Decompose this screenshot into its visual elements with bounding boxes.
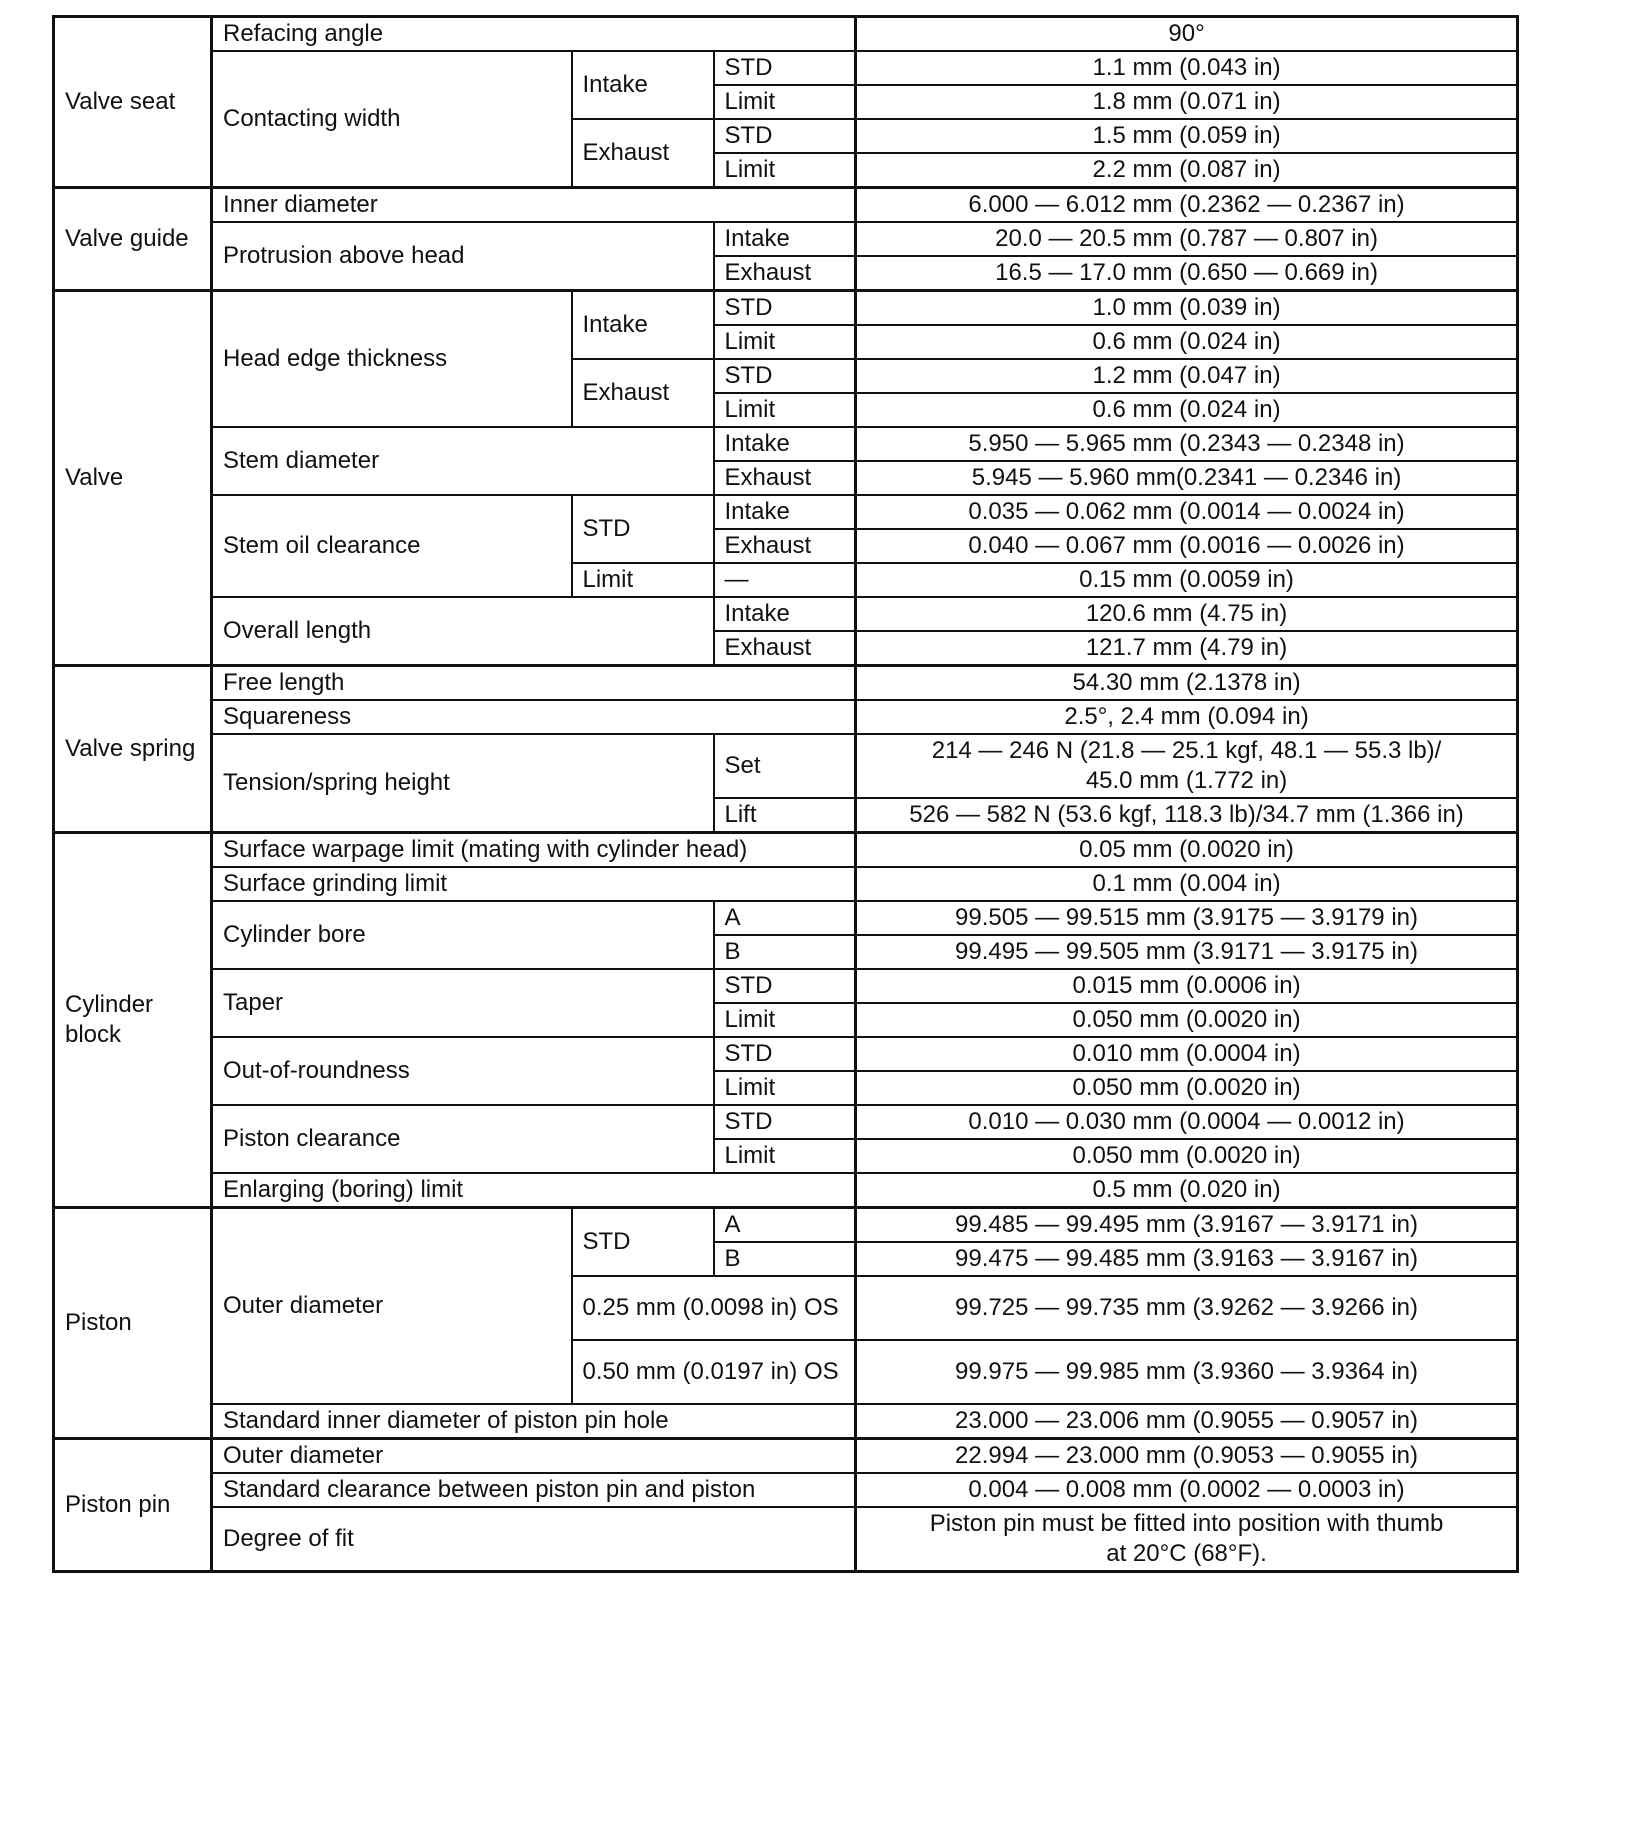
value-cell: 0.010 — 0.030 mm (0.0004 — 0.0012 in) xyxy=(856,1105,1518,1139)
value-cell: 0.6 mm (0.024 in) xyxy=(856,325,1518,359)
sub-item-cell: Exhaust xyxy=(572,359,714,427)
value-cell: 2.2 mm (0.087 in) xyxy=(856,153,1518,188)
item-cell: Head edge thickness xyxy=(212,291,572,428)
item-cell: Surface warpage limit (mating with cylinder head) xyxy=(212,833,856,868)
condition-cell: Limit xyxy=(714,393,856,427)
value-cell: 22.994 — 23.000 mm (0.9053 — 0.9055 in) xyxy=(856,1439,1518,1474)
table-row xyxy=(54,51,1518,85)
category-cell: Valve seat xyxy=(54,17,212,188)
item-cell: Standard inner diameter of piston pin hole xyxy=(212,1404,856,1439)
table-row xyxy=(54,1173,1518,1208)
condition-cell: Limit xyxy=(714,153,856,188)
item-cell: Standard clearance between piston pin and piston xyxy=(212,1473,856,1507)
condition-cell: Limit xyxy=(714,1003,856,1037)
table-row xyxy=(54,734,1518,798)
value-cell: 99.725 — 99.735 mm (3.9262 — 3.9266 in) xyxy=(856,1276,1518,1340)
condition-cell: STD xyxy=(714,1105,856,1139)
condition-cell: Limit xyxy=(714,1071,856,1105)
condition-cell: Exhaust xyxy=(714,256,856,291)
condition-cell: Exhaust xyxy=(714,529,856,563)
value-cell: 90° xyxy=(856,17,1518,52)
item-cell: Taper xyxy=(212,969,714,1037)
condition-cell: STD xyxy=(714,51,856,85)
condition-cell: Intake xyxy=(714,427,856,461)
condition-cell: Exhaust xyxy=(714,461,856,495)
value-cell: 1.1 mm (0.043 in) xyxy=(856,51,1518,85)
condition-cell: A xyxy=(714,1208,856,1243)
condition-cell: A xyxy=(714,901,856,935)
condition-cell: Exhaust xyxy=(714,631,856,666)
condition-cell: STD xyxy=(714,291,856,326)
category-cell: Piston xyxy=(54,1208,212,1439)
value-line: 214 — 246 N (21.8 — 25.1 kgf, 48.1 — 55.3 lb)/ xyxy=(931,737,1442,764)
value-cell: 0.15 mm (0.0059 in) xyxy=(856,563,1518,597)
table-row xyxy=(54,1404,1518,1439)
value-cell: 20.0 — 20.5 mm (0.787 — 0.807 in) xyxy=(856,222,1518,256)
value-line: 45.0 mm (1.772 in) xyxy=(1085,767,1288,794)
table-row xyxy=(54,1208,1518,1243)
condition-cell: Limit xyxy=(714,1139,856,1173)
sub-item-cell: Limit xyxy=(572,563,714,597)
value-cell: 0.6 mm (0.024 in) xyxy=(856,393,1518,427)
condition-cell: B xyxy=(714,935,856,969)
table-row xyxy=(54,666,1518,701)
condition-cell: Intake xyxy=(714,597,856,631)
table-row xyxy=(54,1439,1518,1474)
value-cell: 99.475 — 99.485 mm (3.9163 — 3.9167 in) xyxy=(856,1242,1518,1276)
condition-cell: Intake xyxy=(714,222,856,256)
category-cell: Valve spring xyxy=(54,666,212,833)
item-cell: Piston clearance xyxy=(212,1105,714,1173)
condition-cell: STD xyxy=(714,119,856,153)
item-cell: Surface grinding limit xyxy=(212,867,856,901)
table-row xyxy=(54,495,1518,529)
item-cell: Contacting width xyxy=(212,51,572,188)
item-cell: Tension/spring height xyxy=(212,734,714,833)
sub-item-cell: STD xyxy=(572,1208,714,1277)
value-cell: 5.945 — 5.960 mm(0.2341 — 0.2346 in) xyxy=(856,461,1518,495)
item-cell: Degree of fit xyxy=(212,1507,856,1572)
condition-cell: STD xyxy=(714,1037,856,1071)
sub-item-cell: Exhaust xyxy=(572,119,714,188)
item-cell: Enlarging (boring) limit xyxy=(212,1173,856,1208)
condition-cell: Limit xyxy=(714,85,856,119)
value-cell: 99.485 — 99.495 mm (3.9167 — 3.9171 in) xyxy=(856,1208,1518,1243)
table-row xyxy=(54,867,1518,901)
value-line: Piston pin must be fitted into position with thumb xyxy=(929,1510,1444,1537)
value-cell: 23.000 — 23.006 mm (0.9055 — 0.9057 in) xyxy=(856,1404,1518,1439)
value-cell: 99.495 — 99.505 mm (3.9171 — 3.9175 in) xyxy=(856,935,1518,969)
value-cell: 0.5 mm (0.020 in) xyxy=(856,1173,1518,1208)
value-cell: 1.5 mm (0.059 in) xyxy=(856,119,1518,153)
value-cell: 1.8 mm (0.071 in) xyxy=(856,85,1518,119)
value-cell: 0.050 mm (0.0020 in) xyxy=(856,1003,1518,1037)
table-row xyxy=(54,833,1518,868)
table-row xyxy=(54,901,1518,935)
condition-cell: Intake xyxy=(714,495,856,529)
value-cell: 526 — 582 N (53.6 kgf, 118.3 lb)/34.7 mm (1.366 in) xyxy=(856,798,1518,833)
value-cell: 0.010 mm (0.0004 in) xyxy=(856,1037,1518,1071)
condition-cell: Limit xyxy=(714,325,856,359)
item-cell: Overall length xyxy=(212,597,714,666)
value-cell: 0.015 mm (0.0006 in) xyxy=(856,969,1518,1003)
table-row xyxy=(54,17,1518,52)
value-cell: 1.2 mm (0.047 in) xyxy=(856,359,1518,393)
sub-item-cell: Intake xyxy=(572,51,714,119)
value-cell: 0.050 mm (0.0020 in) xyxy=(856,1071,1518,1105)
engine-specification-table xyxy=(52,15,1519,1573)
value-cell: 0.035 — 0.062 mm (0.0014 — 0.0024 in) xyxy=(856,495,1518,529)
value-cell: 6.000 — 6.012 mm (0.2362 — 0.2367 in) xyxy=(856,188,1518,223)
item-cell: Outer diameter xyxy=(212,1208,572,1405)
table-row xyxy=(54,969,1518,1003)
condition-cell: Set xyxy=(714,734,856,798)
item-cell: Stem diameter xyxy=(212,427,714,495)
table-row xyxy=(54,1105,1518,1139)
value-cell: 2.5°, 2.4 mm (0.094 in) xyxy=(856,700,1518,734)
value-cell: 99.505 — 99.515 mm (3.9175 — 3.9179 in) xyxy=(856,901,1518,935)
condition-cell: STD xyxy=(714,969,856,1003)
value-cell: 0.1 mm (0.004 in) xyxy=(856,867,1518,901)
condition-cell: B xyxy=(714,1242,856,1276)
condition-cell: STD xyxy=(714,359,856,393)
table-row xyxy=(54,1507,1518,1572)
table-row xyxy=(54,700,1518,734)
table-row xyxy=(54,188,1518,223)
item-cell: Free length xyxy=(212,666,856,701)
value-cell: 1.0 mm (0.039 in) xyxy=(856,291,1518,326)
item-cell: Protrusion above head xyxy=(212,222,714,291)
value-cell: 99.975 — 99.985 mm (3.9360 — 3.9364 in) xyxy=(856,1340,1518,1404)
value-cell: 0.05 mm (0.0020 in) xyxy=(856,833,1518,868)
value-cell xyxy=(856,734,1518,798)
table-row xyxy=(54,597,1518,631)
table-row xyxy=(54,1037,1518,1071)
value-cell: 54.30 mm (2.1378 in) xyxy=(856,666,1518,701)
value-cell: 0.050 mm (0.0020 in) xyxy=(856,1139,1518,1173)
item-cell: Inner diameter xyxy=(212,188,856,223)
value-line: at 20°C (68°F). xyxy=(1106,1540,1267,1567)
sub-item-cell: 0.50 mm (0.0197 in) OS xyxy=(572,1340,856,1404)
condition-cell: Lift xyxy=(714,798,856,833)
category-cell: Valve guide xyxy=(54,188,212,291)
item-cell: Stem oil clearance xyxy=(212,495,572,597)
item-cell: Outer diameter xyxy=(212,1439,856,1474)
value-cell: 16.5 — 17.0 mm (0.650 — 0.669 in) xyxy=(856,256,1518,291)
table-row xyxy=(54,1473,1518,1507)
item-cell: Cylinder bore xyxy=(212,901,714,969)
sub-item-cell: 0.25 mm (0.0098 in) OS xyxy=(572,1276,856,1340)
value-cell: 5.950 — 5.965 mm (0.2343 — 0.2348 in) xyxy=(856,427,1518,461)
item-cell: Out-of-roundness xyxy=(212,1037,714,1105)
item-cell: Squareness xyxy=(212,700,856,734)
category-cell: Piston pin xyxy=(54,1439,212,1572)
table-row xyxy=(54,291,1518,326)
sub-item-cell: Intake xyxy=(572,291,714,360)
condition-cell: — xyxy=(714,563,856,597)
table-row xyxy=(54,427,1518,461)
category-cell: Valve xyxy=(54,291,212,666)
value-cell: 0.040 — 0.067 mm (0.0016 — 0.0026 in) xyxy=(856,529,1518,563)
table-row xyxy=(54,222,1518,256)
sub-item-cell: STD xyxy=(572,495,714,563)
value-cell: 120.6 mm (4.75 in) xyxy=(856,597,1518,631)
value-cell: 121.7 mm (4.79 in) xyxy=(856,631,1518,666)
category-cell: Cylinder block xyxy=(54,833,212,1208)
value-cell xyxy=(856,1507,1518,1572)
value-cell: 0.004 — 0.008 mm (0.0002 — 0.0003 in) xyxy=(856,1473,1518,1507)
item-cell: Refacing angle xyxy=(212,17,856,52)
